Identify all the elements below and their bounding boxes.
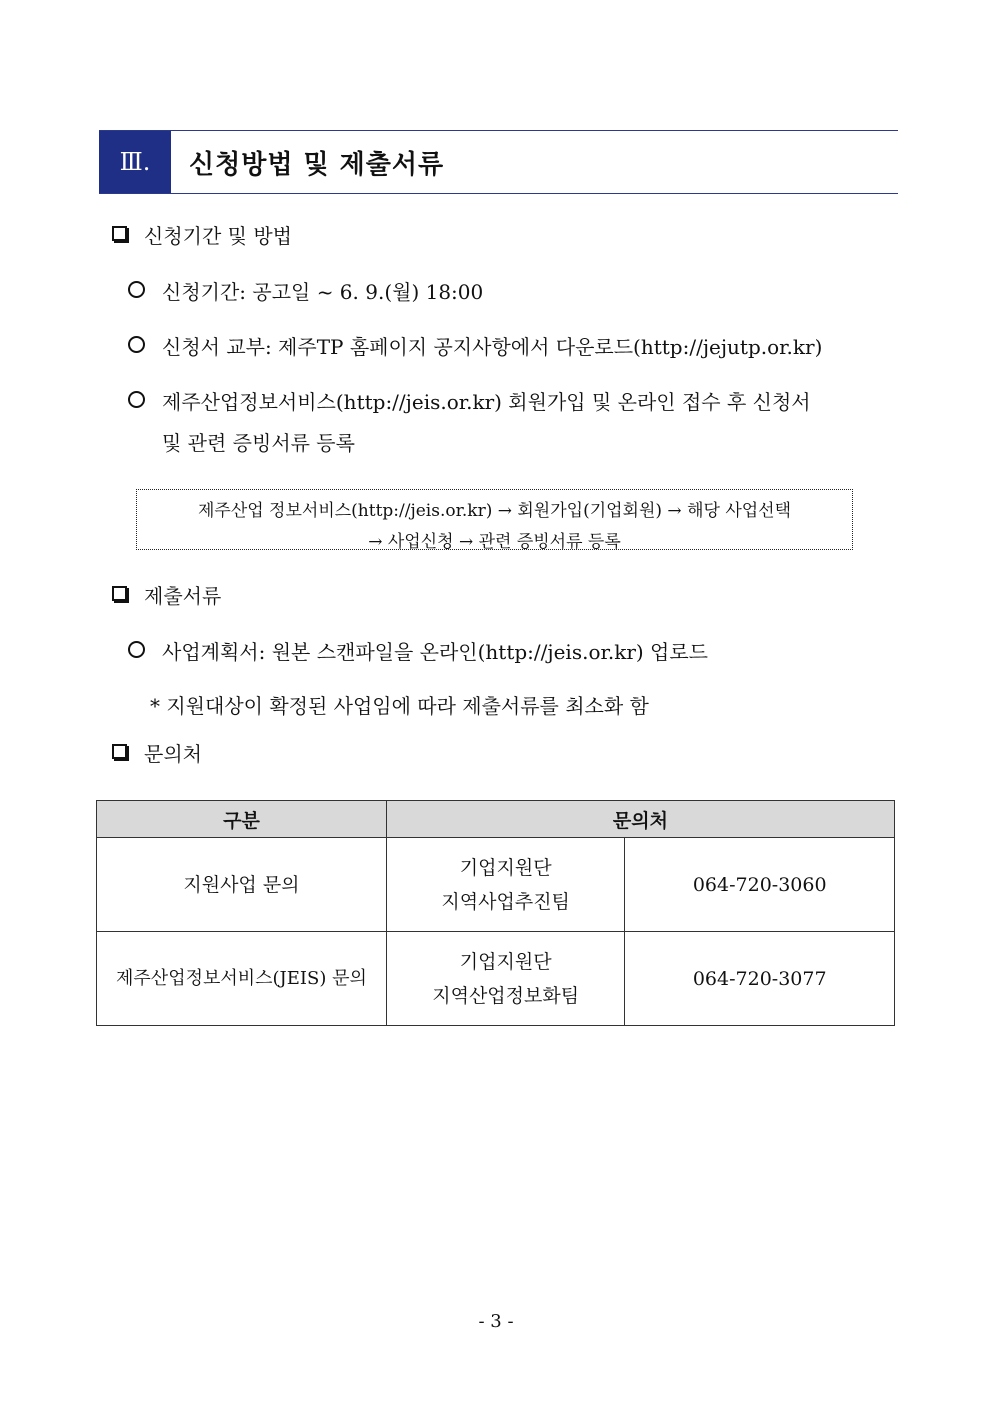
process-box	[136, 489, 853, 550]
heading-period: 신청기간 및 방법	[112, 226, 292, 246]
list-item: 신청기간: 공고일 ~ 6. 9.(월) 18:00	[128, 281, 483, 302]
table-row	[97, 838, 895, 932]
circle-bullet-icon	[128, 336, 145, 353]
list-item: 제주산업정보서비스(http://jeis.or.kr) 회원가입 및 온라인 접수 후 신청서	[128, 391, 811, 412]
list-item: 사업계획서: 원본 스캔파일을 온라인(http://jeis.or.kr) 업로드	[128, 641, 708, 662]
cell-phone: 064-720-3060	[625, 838, 895, 932]
section-header	[99, 130, 898, 194]
cell-category: 제주산업정보서비스(JEIS) 문의	[97, 932, 387, 1026]
circle-bullet-icon	[128, 641, 145, 658]
column-header-contact: 문의처	[386, 801, 894, 838]
heading-documents: 제출서류	[112, 586, 221, 606]
cell-department: 기업지원단 지역산업정보화팀	[386, 932, 625, 1026]
column-header-category: 구분	[97, 801, 387, 838]
square-bullet-icon	[112, 586, 127, 601]
cell-category: 지원사업 문의	[97, 838, 387, 932]
page-number: - 3 -	[478, 1311, 514, 1332]
contact-table	[96, 800, 895, 1026]
list-item-continuation: 및 관련 증빙서류 등록	[162, 431, 355, 455]
cell-phone: 064-720-3077	[625, 932, 895, 1026]
table-header-row	[97, 801, 895, 838]
circle-bullet-icon	[128, 281, 145, 298]
circle-bullet-icon	[128, 391, 145, 408]
note-text: * 지원대상이 확정된 사업임에 따라 제출서류를 최소화 함	[150, 694, 649, 718]
heading-contact: 문의처	[112, 744, 202, 764]
process-line-2: → 사업신청 → 관련 증빙서류 등록	[368, 532, 621, 552]
table-row	[97, 932, 895, 1026]
section-title: 신청방법 및 제출서류	[189, 149, 445, 180]
list-item: 신청서 교부: 제주TP 홈페이지 공지사항에서 다운로드(http://jejutp.or.kr)	[128, 336, 822, 357]
section-number: Ⅲ.	[99, 131, 171, 193]
square-bullet-icon	[112, 226, 127, 241]
process-line-1: 제주산업 정보서비스(http://jeis.or.kr) → 회원가입(기업회원) → 해당 사업선택	[197, 501, 792, 521]
square-bullet-icon	[112, 744, 127, 759]
cell-department: 기업지원단 지역사업추진팀	[386, 838, 625, 932]
